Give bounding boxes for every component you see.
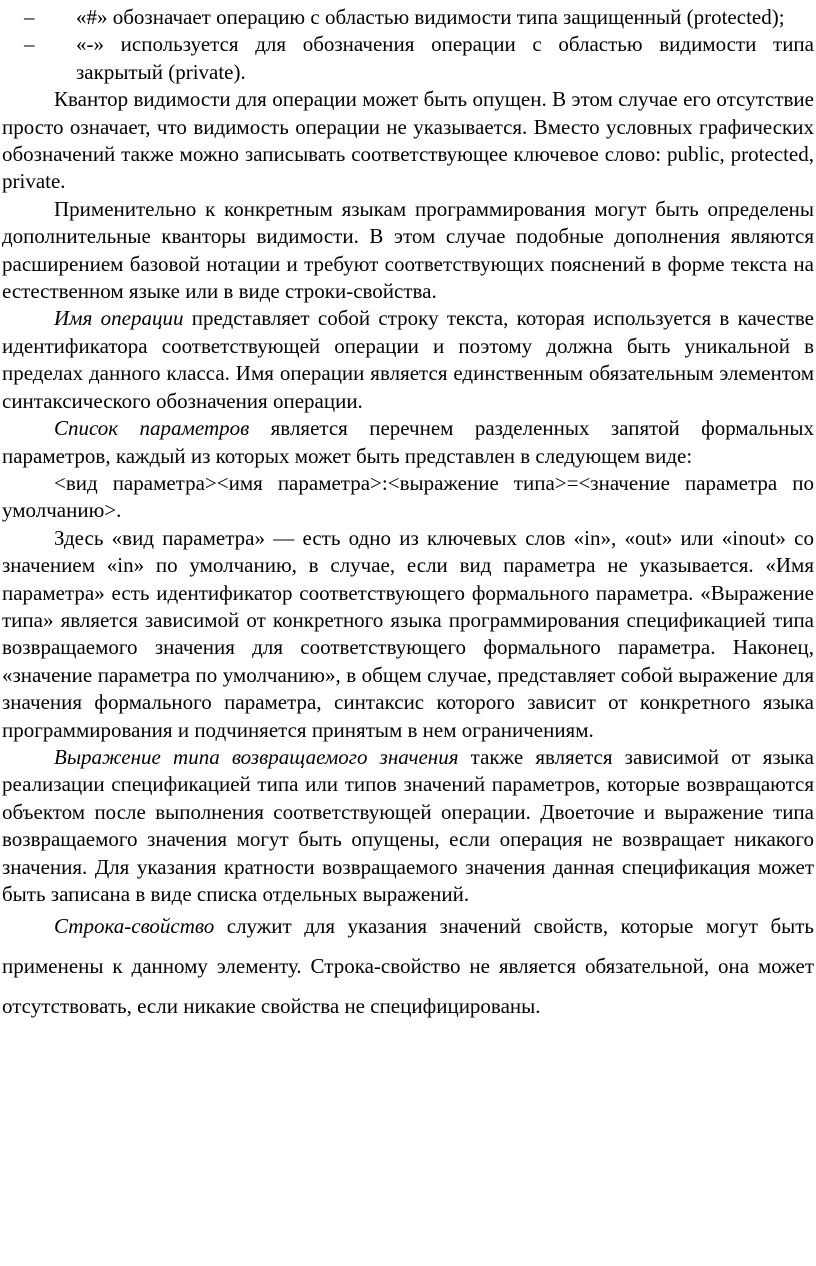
term-property-string: Строка-свойство [54, 914, 215, 939]
term-parameter-list: Список параметров [54, 416, 250, 441]
list-item [2, 4, 814, 31]
term-return-type: Выражение типа возвращаемого значения [54, 744, 459, 769]
paragraph-extra-quantifiers: Применительно к конкретным языкам программирования могут быть определены дополнительные кванторы видимости. В этом случае подобные дополнения являются расширением базовой нотации и требуют соответствующих пояснений в форме текста на естественном языке или в виде строки-свойства. [2, 196, 814, 304]
paragraph-operation-name: Имя операции представляет собой строку текста, которая используется в качестве идентификатора соответствующей операции и поэтому должна быть уникальной в пределах данного класса. Имя операции является единственным обязательным элементом синтаксического обозначения операции. [2, 306, 814, 413]
paragraph-return-type: Выражение типа возвращаемого значения также является зависимой от языка реализации спецификацией типа или типов значений параметров, которые возвращаются объектом после выполнения соответствующей операции. Двоеточие и выражение типа возвращаемого значения могут быть опущены, если операция не возвращает никакого значения. Для указания кратности возвращаемого значения данная спецификация может быть записана в виде списка отдельных выражений. [2, 744, 814, 906]
list-item-text: «-» используется для обозначения операции с областью видимости типа закрытый (private). [76, 32, 814, 84]
paragraph-parameter-syntax: <вид параметра><имя параметра>:<выражение типа>=<значение параметра по умолчанию>. [2, 470, 814, 523]
list-item-text: «#» обозначает операцию с областью видимости типа защищенный (protected); [76, 5, 785, 29]
list-bullet: – [24, 32, 35, 57]
paragraph-property-string: Строка-свойство служит для указания значений свойств, которые могут быть применены к данному элементу. Строка-свойство не является обязательной, она может отсутствовать, если никакие свойства не специфицированы. [2, 914, 814, 1019]
paragraph-visibility-quantifier: Квантор видимости для операции может быть опущен. В этом случае его отсутствие просто означает, что видимость операции не указывается. Вместо условных графических обозначений также можно записывать соответствующее ключевое слово: public, protected, private. [2, 87, 814, 194]
paragraph-parameter-list: Список параметров является перечнем разделенных запятой формальных параметров, каждый из которых может быть представлен в следующем виде: [2, 416, 814, 468]
term-operation-name: Имя операции [54, 306, 184, 331]
paragraph-parameter-explanation: Здесь «вид параметра» — есть одно из ключевых слов «in», «out» или «inout» со значением «in» по умолчанию, в случае, если вид параметра не указывается. «Имя параметра» есть идентификатор соответствующего формального параметра. «Выражение типа» является зависимой от конкретного языка программирования спецификацией типа возвращаемого значения для соответствующего формального параметра. Наконец, «значение параметра по умолчанию», в общем случае, представляет собой выражение для значения формального параметра, синтаксис которого зависит от конкретного языка программирования и подчиняется принятым в нем ограничениям. [2, 525, 814, 742]
list-bullet: – [24, 5, 35, 29]
list-item [2, 31, 814, 86]
